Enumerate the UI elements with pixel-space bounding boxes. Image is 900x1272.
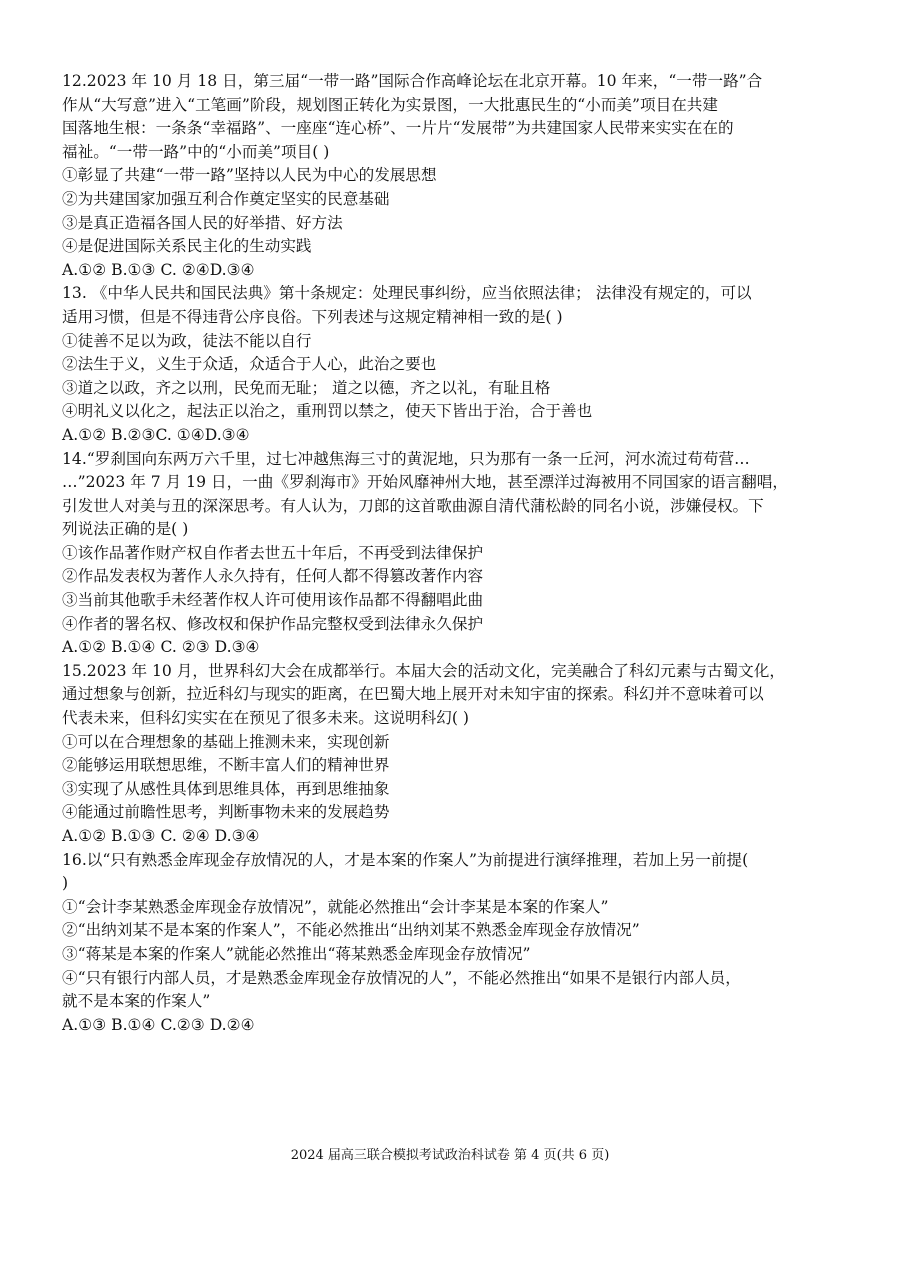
answer-choices: A.①② B.①③ C. ②④ D.③④: [62, 827, 260, 845]
option-4: ④能通过前瞻性思考，判断事物未来的发展趋势: [62, 803, 390, 822]
question-stem-line: 12.2023 年 10 月 18 日，第三届“一带一路”国际合作高峰论坛在北京开幕。10 年来，“一带一路”合: [62, 72, 763, 90]
answer-choices: A.①② B.①④ C. ②③ D.③④: [62, 638, 260, 657]
option-1: ①彰显了共建“一带一路”坚持以人民为中心的发展思想: [62, 166, 437, 185]
question-stem-line: 13. 《中华人民共和国民法典》第十条规定：处理民事纠纷，应当依照法律； 法律没有规定的，可以: [62, 284, 752, 303]
option-4: ④明礼义以化之，起法正以治之，重刑罚以禁之，使天下皆出于治，合于善也: [62, 402, 593, 421]
option-3: ③“蒋某是本案的作案人”就能必然推出“蒋某熟悉金库现金存放情况”: [62, 944, 531, 963]
question-stem-line: 通过想象与创新，拉近科幻与现实的距离，在巴蜀大地上展开对未知宇宙的探索。科幻并不意味着可以: [62, 685, 764, 704]
option-4-continued: 就不是本案的作案人”: [62, 992, 211, 1011]
option-4: ④是促进国际关系民主化的生动实践: [62, 237, 312, 256]
question-stem-line: 列说法正确的是( ): [62, 520, 189, 539]
option-4: ④作者的署名权、修改权和保护作品完整权受到法律永久保护: [62, 614, 484, 633]
question-stem-line: 16.以“只有熟悉金库现金存放情况的人，才是本案的作案人”为前提进行演绎推理，若加上另一前提(: [62, 850, 749, 869]
question-15: [62, 660, 852, 849]
question-stem-line: 引发世人对美与丑的深深思考。有人认为，刀郎的这首歌曲源自清代蒲松龄的同名小说，涉嫌侵权。下: [62, 496, 764, 515]
option-3: ③实现了从感性具体到思维具体，再到思维抽象: [62, 779, 390, 798]
answer-choices: A.①③ B.①④ C.②③ D.②④: [62, 1015, 255, 1034]
question-16: [62, 849, 852, 1038]
question-stem-line: 福祉。“一带一路”中的“小而美”项目( ): [62, 142, 330, 161]
option-3: ③当前其他歌手未经著作权人许可使用该作品都不得翻唱此曲: [62, 591, 484, 610]
question-14: [62, 448, 852, 660]
option-1: ①徒善不足以为政，徒法不能以自行: [62, 331, 312, 350]
answer-choices: A.①② B.①③ C. ②④D.③④: [62, 260, 255, 279]
option-1: ①可以在合理想象的基础上推测未来，实现创新: [62, 732, 390, 751]
question-stem-line: 作从“大写意”进入“工笔画”阶段，规划图正转化为实景图，一大批惠民生的“小而美”项目在共建: [62, 95, 718, 114]
question-stem-line: 代表未来，但科幻实实在在预见了很多未来。这说明科幻( ): [62, 709, 469, 728]
page-footer: 2024 届高三联合模拟考试政治科试卷 第 4 页(共 6 页): [290, 1148, 610, 1163]
question-12: [62, 70, 852, 282]
question-list: [62, 70, 852, 1037]
option-2: ②法生于义，义生于众适，众适合于人心，此治之要也: [62, 355, 437, 374]
option-3: ③是真正造福各国人民的好举措、好方法: [62, 213, 343, 232]
option-1: ①该作品著作财产权自作者去世五十年后，不再受到法律保护: [62, 543, 484, 562]
question-stem-line: ): [62, 874, 69, 893]
option-2: ②作品发表权为著作人永久持有，任何人都不得篡改著作内容: [62, 567, 484, 586]
option-2: ②能够运用联想思维，不断丰富人们的精神世界: [62, 756, 390, 775]
question-stem-line: 国落地生根：一条条“幸福路”、一座座“连心桥”、一片片“发展带”为共建国家人民带来实实在在的: [62, 119, 734, 138]
question-stem-line: 15.2023 年 10 月，世界科幻大会在成都举行。本届大会的活动文化，完美融合了科幻元素与古蜀文化，: [62, 661, 785, 680]
question-stem-line: 适用习惯，但是不得违背公序良俗。下列表述与这规定精神相一致的是( ): [62, 307, 563, 326]
option-1: ①“会计李某熟悉金库现金存放情况”，就能必然推出“会计李某是本案的作案人”: [62, 897, 609, 916]
option-4: ④“只有银行内部人员，才是熟悉金库现金存放情况的人”，不能必然推出“如果不是银行内部人员，: [62, 968, 741, 987]
question-13: [62, 282, 852, 447]
question-stem-line: …”2023 年 7 月 19 日，一曲《罗刹海市》开始风靡神州大地，甚至漂洋过海被用不同国家的语言翻唱，: [62, 473, 788, 492]
option-2: ②为共建国家加强互利合作奠定坚实的民意基础: [62, 189, 390, 208]
answer-choices: A.①② B.②③C. ①④D.③④: [62, 425, 250, 444]
option-2: ②“出纳刘某不是本案的作案人”，不能必然推出“出纳刘某不熟悉金库现金存放情况”: [62, 921, 640, 940]
option-3: ③道之以政，齐之以刑，民免而无耻； 道之以德，齐之以礼，有耻且格: [62, 378, 551, 397]
question-stem-line: 14.“罗刹国向东两万六千里，过七冲越焦海三寸的黄泥地，只为那有一条一丘河，河水流过苟苟营…: [62, 449, 750, 468]
